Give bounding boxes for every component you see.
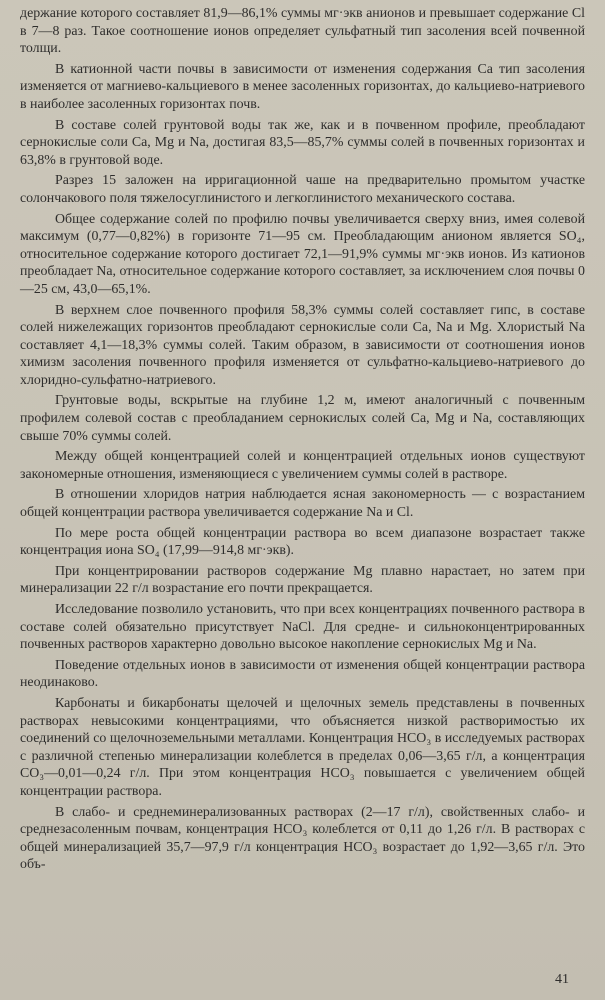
paragraph-3: В составе солей грунтовой воды так же, как и в почвенном профиле, преобладают сернокислые соли Ca, Mg и Na, достигая 83,5—85,7% суммы солей в почвенных горизонтах и 63,8% в грунтовой воде. xyxy=(20,117,585,168)
paragraph-15: В слабо- и среднеминерализованных растворах (2—17 г/л), свойственных слабо- и среднезасоленным почвам, концентрация HCO₃ колеблется от 0,11 до 1,26 г/л. В растворах с общей минерализацией 35,7—97,9 г/л концентрация HCO₃ возрастает до 1,92—3,65 г/л. Это объ- xyxy=(20,804,585,873)
paragraph-2: В катионной части почвы в зависимости от изменения содержания Ca тип засоления изменяется от магниево-кальциевого в менее засоленных горизонтах, до кальциево-натриевого в наиболее засоленных горизонтах почв. xyxy=(20,61,585,112)
paragraph-13: Поведение отдельных ионов в зависимости от изменения общей концентрации раствора неодинаково. xyxy=(20,657,585,691)
paragraph-10: По мере роста общей концентрации раствора во всем диапазоне возрастает также концентрация иона SO₄ (17,99—914,8 мг·экв). xyxy=(20,525,585,559)
body-text xyxy=(20,5,585,877)
paragraph-11: При концентрировании растворов содержание Mg плавно нарастает, но затем при минерализации 22 г/л возрастание его почти прекращается. xyxy=(20,563,585,597)
page-number: 41 xyxy=(555,972,569,987)
paragraph-7: Грунтовые воды, вскрытые на глубине 1,2 м, имеют аналогичный с почвенным профилем солевой состав с преобладанием сернокислых солей Ca, Mg и Na, составляющих свыше 70% суммы солей. xyxy=(20,393,585,444)
paragraph-8: Между общей концентрацией солей и концентрацией отдельных ионов существуют закономерные отношения, изменяющиеся с увеличением суммы солей в растворе. xyxy=(20,449,585,482)
paragraph-6: В верхнем слое почвенного профиля 58,3% суммы солей составляет гипс, в составе солей нижележащих горизонтов преобладают сернокислые соли Ca, Na и Mg. Хлористый Na составляет 4,1—18,3% суммы солей. Таким образом, в зависимости от соотношения ионов химизм засоления почвенного профиля изменяется от сульфатно-кальциево-натриевого до хлоридно-сульфатно-натриевого. xyxy=(20,302,585,388)
paragraph-1: держание которого составляет 81,9—86,1% суммы мг·экв анионов и превышает содержание Cl в 7—8 раз. Такое соотношение ионов определяет сульфатный тип засоления всей почвенной толщи. xyxy=(20,6,585,57)
paragraph-12: Исследование позволило установить, что при всех концентрациях почвенного раствора в составе солей обязательно присутствует NaCl. Для средне- и сильноконцентрированных почвенных растворов характерно довольно высокое накопление сернокислых Mg и Na. xyxy=(20,602,585,653)
paragraph-5: Общее содержание солей по профилю почвы увеличивается сверху вниз, имея солевой максимум (0,77—0,82%) в горизонте 71—95 см. Преобладающим анионом является SO₄, относительное содержание которого достигает 72,1—91,9% суммы мг·экв ионов. Из катионов преобладает Na, относительное содержание которого составляет, за исключением слоя почвы 0—25 см, 43,0—65,1%. xyxy=(20,211,585,297)
paragraph-9: В отношении хлоридов натрия наблюдается ясная закономерность — с возрастанием общей концентрации раствора увеличивается содержание Na и Cl. xyxy=(20,487,585,521)
paragraph-4: Разрез 15 заложен на ирригационной чаше на предварительно промытом участке солончакового поля тяжелосуглинистого и легкоглинистого механического состава. xyxy=(20,173,585,206)
paragraph-14: Карбонаты и бикарбонаты щелочей и щелочных земель представлены в почвенных растворах невысокими концентрациями, что объясняется низкой растворимостью их соединений со щелочноземельными металлами. Концентрация HCO₃ в исследуемых растворах с различной степенью минерализации колеблется в пределах 0,06—3,65 г/л, а концентрация CO₃—0,01—0,24 г/л. При этом концентрация HCO₃ повышается с увеличением общей концентрации раствора. xyxy=(20,695,585,799)
